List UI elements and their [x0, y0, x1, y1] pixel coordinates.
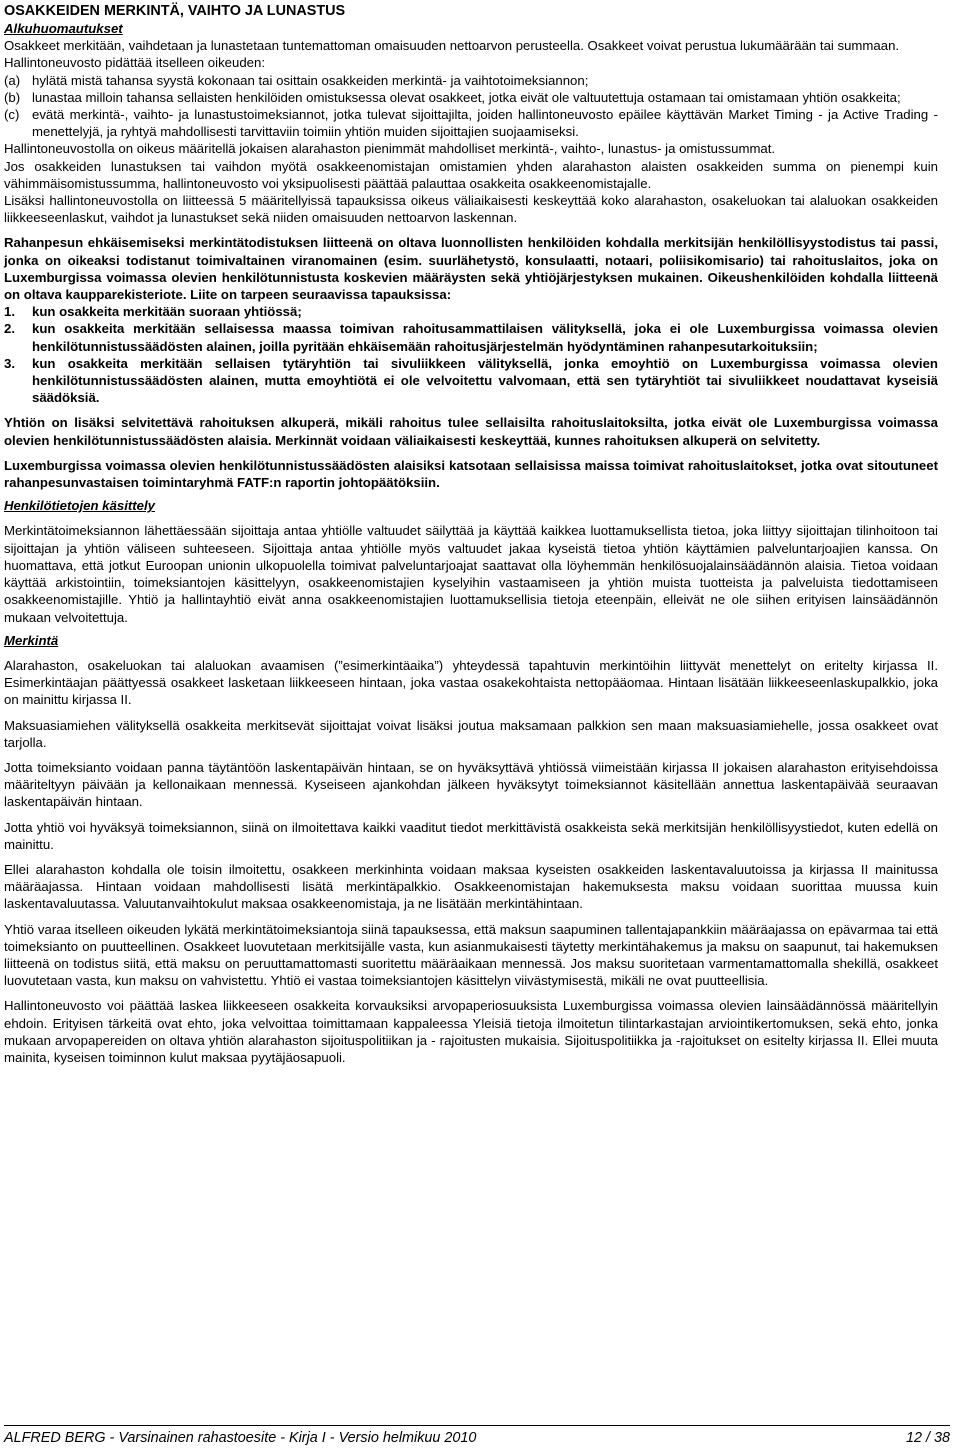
- footer-page-number: 12 / 38: [905, 1430, 950, 1446]
- list-marker: 1.: [4, 304, 15, 320]
- rights-list: [4, 72, 938, 141]
- list-marker: 3.: [4, 355, 15, 371]
- paragraph-order-details: Jotta yhtiö voi hyväksyä toimeksiannon, siinä on ilmoitettava kaikki vaaditut tiedot merkittävistä osakkeista sekä merkitsijän henkilöllisyystiedot, kuten edellä on mainittu.: [4, 819, 938, 852]
- paragraph-aml-origin: Yhtiön on lisäksi selvitettävä rahoituksen alkuperä, mikäli rahoitus tulee sellaisilta rahoituslaitoksilta, jotka eivät ole Luxemburgissa voimassa olevien henkilötunnistussäädösten alaisia. Merkinnät voidaan väliaikaisesti keskeyttää, kunnes rahoituksen alkuperä on selvitetty.: [4, 415, 938, 448]
- list-item: [4, 106, 938, 140]
- list-text: kun osakkeita merkitään sellaisessa maassa toimivan rahoitusammattilaisen välityksellä, joka ei ole Luxemburgissa voimassa olevien henkilötunnistussäädösten alainen, joilla pyritään ehkäisemään rahoitusjärjestelmän hyödyntäminen rahanpesutarkoituksiin;: [32, 321, 938, 354]
- list-marker: (c): [4, 107, 20, 123]
- paragraph-payment-currency: Ellei alarahaston kohdalla ole toisin ilmoitettu, osakkeen merkinhinta voidaan maksaa kyseisten osakkeiden laskentavaluutoissa ja kirjassa II mainitussa määräajassa. Hintaan voidaan mahdollisesti lisätä merkintäpalkkio. Osakkeenomistajan hakemuksesta maksu voidaan suorittaa muussa kuin laskentavaluutassa. Valuutanvaihtokulut maksaa osakkeenomistaja, ja ne lisätään merkintähintaan.: [4, 861, 938, 912]
- paragraph-intro: Osakkeet merkitään, vaihdetaan ja lunastetaan tuntemattoman omaisuuden nettoarvon perusteella. Osakkeet voivat perustua lukumäärään tai summaan.: [4, 38, 900, 54]
- heading-data-processing: Henkilötietojen käsittely: [4, 498, 155, 514]
- heading-general: Alkuhuomautukset: [4, 21, 123, 36]
- list-item: [4, 355, 938, 407]
- list-marker: (a): [4, 72, 21, 88]
- paragraph-paying-agent: Maksuasiamiehen välityksellä osakkeita merkitsevät sijoittajat voivat lisäksi joutua maksamaan palkkion sen maan maksuasiamiehelle, jossa osakkeet ovat tarjolla.: [4, 717, 938, 750]
- paragraph-rights-intro: Hallintoneuvosto pidättää itselleen oikeuden:: [4, 55, 266, 71]
- paragraph-suspension: Lisäksi hallintoneuvostolla on liitteessä 5 määritellyissä tapauksissa oikeus väliaikaisesti keskeyttää koko alarahaston, osakeluokan tai alaluokan osakkeiden liikkeeseenlaskut, vaihdot ja lunastukset sekä niiden omaisuuden nettoarvon laskennan.: [4, 193, 938, 226]
- list-text: lunastaa milloin tahansa sellaisten henkilöiden omistuksessa olevat osakkeet, jotka eivät ole valtuutettuja ostamaan tai omistamaan yhtiön osakkeita;: [32, 89, 901, 105]
- list-item: [4, 303, 938, 320]
- heading-subscription: Merkintä: [4, 632, 59, 648]
- footer-divider: [4, 1425, 950, 1426]
- paragraph-aml-fatf: Luxemburgissa voimassa olevien henkilötunnistussäädösten alaisiksi katsotaan sellaisissa maissa toimivat rahoituslaitokset, jotka ovat sitoutuneet rahanpesunvastaisen toimintaryhmä FATF:n raportin johtopäätöksiin.: [4, 457, 938, 491]
- page-footer: [4, 1430, 950, 1446]
- paragraph-in-kind: Hallintoneuvosto voi päättää laskea liikkeeseen osakkeita korvauksiksi arvopaperiosuuksista Luxemburgissa voimassa olevien lainsäädännössä määritellyin ehdoin. Erityisen tärkeitä ovat ehto, joka velvoittaa toimittamaan kappaleessa Yleisiä tietoja ilmoitetun tilintarkastajan arviointikertomuksen, sekä ehto, jonka mukaan arvopapereiden on oltava yhtiön alarahaston sijoituspolitiikan ja - rajoitusten mukaisia. Sijoituspolitiikka ja -rajoitukset on esitelty kirjassa II. Ellei muuta mainita, kyseisen toiminnon kulut maksaa pyytäjäosapuoli.: [4, 998, 938, 1065]
- paragraph-minimum-holding: Jos osakkeiden lunastuksen tai vaihdon myötä osakkeenomistajan omistamien yhden alarahaston alaisten osakkeiden summa on pienempi kuin vähimmäisomistussumma, hallintoneuvosto voi yksipuolisesti päättää palauttaa osakkeita osakkeenomistajalle.: [4, 158, 938, 191]
- list-text: evätä merkintä-, vaihto- ja lunastustoimeksiannot, jotka tulevat sijoittajilta, joiden hallintoneuvosto epäilee käyttävän Market Timing - ja Active Trading -menettelyjä, ja ryhtyä mahdollisesti tarvittaviin toimiin yhtiön muiden sijoittajien suojaamiseksi.: [32, 107, 938, 140]
- list-text: kun osakkeita merkitään suoraan yhtiössä;: [32, 304, 302, 320]
- list-item: [4, 320, 938, 354]
- list-marker: 2.: [4, 321, 15, 337]
- list-item: [4, 89, 938, 106]
- list-text: hylätä mistä tahansa syystä kokonaan tai osittain osakkeiden merkintä- ja vaihtotoimeksiannon;: [32, 72, 589, 88]
- paragraph-aml-identity: Rahanpesun ehkäisemiseksi merkintätodistuksen liitteenä on oltava luonnollisten henkilöiden kohdalla merkitsijän henkilöllisyystodistus tai passi, jonka on oikeaksi todistanut toimivaltainen viranomainen (esim. suurlähetystö, konsulaatti, notaari, poliisikomisario) tai rahoituslaitos, joka on Luxemburgissa voimassa olevien henkilötunnistusta koskevien määräysten sekä yhtiöjärjestyksen mukainen. Oikeushenkilöiden kohdalla liitteenä on oltava kaupparekisteriote. Liite on tarpeen seuraavissa tapauksissa:: [4, 235, 938, 303]
- section-title: OSAKKEIDEN MERKINTÄ, VAIHTO JA LUNASTUS: [4, 3, 346, 19]
- paragraph-cutoff: Jotta toimeksianto voidaan panna täytäntöön laskentapäivän hintaan, se on hyväksyttävä yhtiössä viimeistään kirjassa II jokaisen alarahaston erityisehdoissa määriteltyyn päivään ja kellonaikaan mennessä. Kyseiseen ajankohdan jälkeen hyväksytyt toimeksiannot käsitellään annettua laskentapäivää seuraavan laskentapäivän hintaan.: [4, 759, 938, 810]
- document-page: [4, 0, 938, 1066]
- paragraph-deferral: Yhtiö varaa itselleen oikeuden lykätä merkintätoimeksiantoja siinä tapauksessa, että maksun saapuminen tallentajapankkiin määräajassa on epävarmaa tai että toimeksianto on puutteellinen. Osakkeet luovutetaan merkitsijälle vasta, kun asianmukaisesti täytetty merkintähakemus ja maksu on saapunut, tai hakemuksen liitteenä on todistus siitä, että maksu on peruuttamattomasti suoritettu määräaikaan mennessä. Jos maksu suoritetaan varmentamattomalla shekillä, osakkeet luovutetaan vasta, kun maksu on vahvistettu. Yhtiö ei vastaa toimeksiantojen käsittelyn viivästymisestä, mikäli ne ovat puutteellisia.: [4, 921, 938, 989]
- paragraph-minimum-amounts: Hallintoneuvostolla on oikeus määritellä jokaisen alarahaston pienimmät mahdolliset merkintä-, vaihto-, lunastus- ja omistussummat.: [4, 141, 776, 157]
- list-marker: (b): [4, 89, 21, 105]
- list-text: kun osakkeita merkitään sellaisen tytäryhtiön tai sivuliikkeen välityksellä, jonka emoyhtiö on Luxemburgissa voimassa olevien henkilötunnistussäädösten alainen, mutta emoyhtiötä ei ole velvoitettu valvomaan, että sen tytäryhtiöt tai sivuliikkeet noudattavat kyseisiä säädöksiä.: [32, 355, 938, 406]
- paragraph-initial-offer: Alarahaston, osakeluokan tai alaluokan avaamisen (”esimerkintäaika”) yhteydessä tapahtuvin merkintöihin liittyvät menettelyt on eritelty kirjassa II. Esimerkintäajan päättyessä osakkeet lasketaan liikkeeseen hintaan, joka vastaa osakekohtaista nettopääomaa. Hintaan lisätään liikkeeseenlaskupalkkio, joka on mainittu kirjassa II.: [4, 657, 938, 708]
- footer-document-title: ALFRED BERG - Varsinainen rahastoesite - Kirja I - Versio helmikuu 2010: [4, 1430, 477, 1446]
- paragraph-data-processing: Merkintätoimeksiannon lähettäessään sijoittaja antaa yhtiölle valtuudet säilyttää ja käyttää kaikkea luottamuksellista tietoa, joka liittyy sijoittajan tilinhoitoon tai sijoittajan ja yhtiön väliseen suhteeseen. Sijoittaja antaa yhtiölle myös valtuudet jakaa kyseistä tietoa yhtiön käyttämien palveluntarjoajien kanssa. On huomattava, että jotkut Euroopan unionin ulkopuolella toimivat palveluntarjoajat saattavat olla löyhemmän henkilösuojalainsäädännön alaisia. Tietoa voidaan käyttää arkistointiin, toimeksiantojen käsittelyyn, osakkeenomistajien kyselyihin vastaamiseen ja yhtiön muista tuotteista ja palveluista tiedottamiseen osakkeenomistajille. Yhtiö ja hallintayhtiö eivät anna osakkeenomistajien luottamuksellisia tietoja eteenpäin, elleivät ne ole siihen erityisen lainsäädännön mukaan velvoitettuja.: [4, 523, 938, 625]
- aml-cases-list: [4, 303, 938, 406]
- list-item: [4, 72, 938, 89]
